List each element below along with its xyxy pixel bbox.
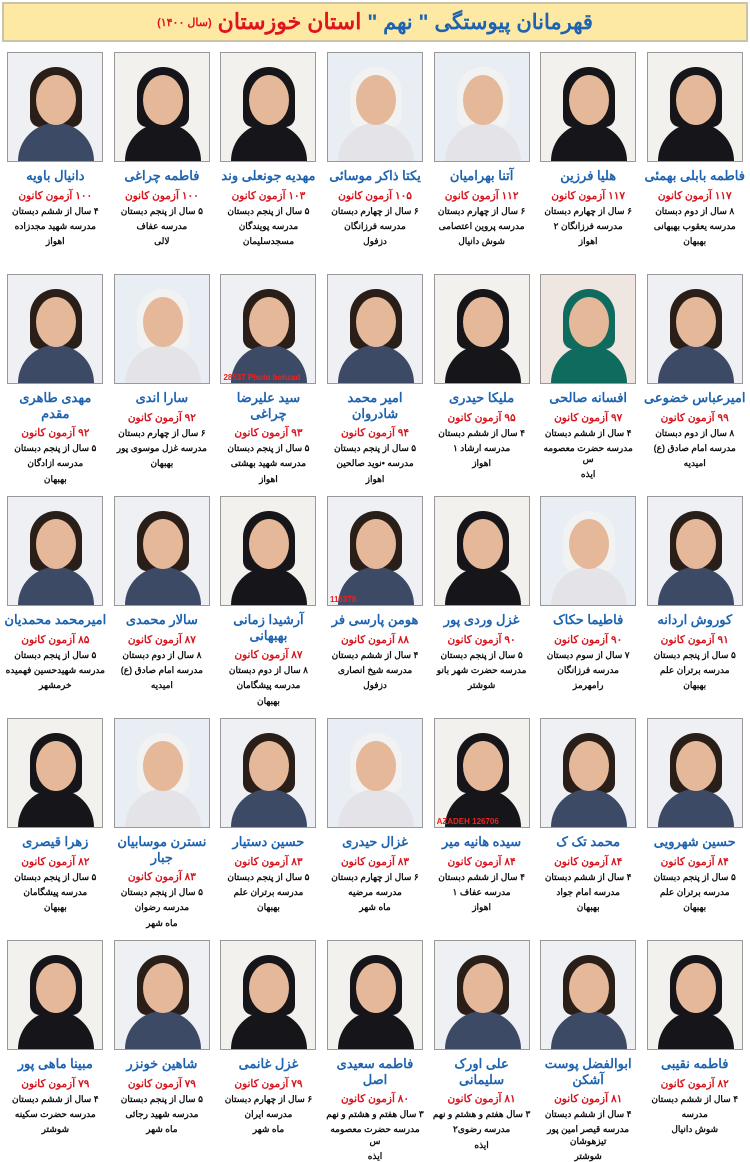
title-grade: " نهم " xyxy=(367,10,429,34)
school-name: مدرسه شهید بهشتی xyxy=(230,458,307,469)
student-card xyxy=(641,936,748,1158)
student-photo xyxy=(647,52,743,162)
student-photo xyxy=(647,496,743,606)
student-card xyxy=(215,936,322,1158)
title-year: (سال ۱۴۰۰) xyxy=(157,16,212,29)
student-card xyxy=(322,48,429,270)
student-name: ملیکا حیدری xyxy=(448,390,515,405)
city-name: بهبهان xyxy=(683,902,707,913)
student-name: ابوالفضل پوست آشکن xyxy=(544,1056,632,1087)
student-name: حسین شهرویی xyxy=(653,834,736,849)
student-photo xyxy=(220,940,316,1050)
student-name: محمد تک ک xyxy=(556,834,621,849)
student-card xyxy=(428,48,535,270)
city-name: اهواز xyxy=(472,458,491,469)
exam-count: ۱۰۵ آزمون کانون xyxy=(338,189,412,202)
exam-count: ۱۰۳ آزمون کانون xyxy=(231,189,306,202)
student-name: مبینا ماهی پور xyxy=(17,1056,93,1071)
student-name: آتنا بهرامیان xyxy=(449,168,514,183)
exam-count: ۹۴ آزمون کانون xyxy=(340,427,410,440)
grade-years: ۴ سال از ششم دبستان xyxy=(544,871,632,882)
grade-years: ۵ سال از پنجم دبستان xyxy=(440,649,523,660)
city-name: بهبهان xyxy=(150,458,174,469)
grade-years: ۶ سال از چهارم دبستان xyxy=(118,427,206,438)
student-name: یکتا ذاکر موسائی xyxy=(329,168,421,183)
grade-years: ۶ سال از چهارم دبستان xyxy=(331,871,419,882)
student-photo xyxy=(7,940,103,1050)
student-card xyxy=(428,936,535,1158)
student-card xyxy=(641,48,748,270)
grade-years: ۷ سال از سوم دبستان xyxy=(546,649,630,660)
city-name: شوشتر xyxy=(467,680,496,691)
student-name: کوروش اردانه xyxy=(657,612,733,627)
grade-years: ۵ سال از پنجم دبستان xyxy=(653,871,736,882)
student-name: هلیا فرزین xyxy=(560,168,617,183)
grade-years: ۴ سال از ششم دبستان xyxy=(11,1093,99,1104)
school-name: مدرسه امام صادق (ع) xyxy=(653,442,736,453)
student-card xyxy=(2,492,109,714)
school-name: مدرسه عفاف xyxy=(136,220,188,231)
grade-years: ۳ سال هفتم و هشتم و نهم xyxy=(326,1109,424,1120)
school-name: مدرسه برتران علم xyxy=(659,664,730,675)
grade-years: ۴ سال از ششم دبستان xyxy=(544,427,632,438)
school-name: مدرسه امام جواد xyxy=(556,886,620,897)
school-name: مدرسه حضرت معصومه س xyxy=(330,1124,420,1146)
student-card xyxy=(109,936,216,1158)
city-name: بهبهان xyxy=(576,902,600,913)
students-grid xyxy=(2,48,748,1161)
school-name: مدرسه پیشگامان xyxy=(236,680,301,691)
student-card xyxy=(109,714,216,936)
student-card xyxy=(109,48,216,270)
student-card xyxy=(215,270,322,492)
city-name: شوشتر xyxy=(574,1150,602,1161)
city-name: اهواز xyxy=(578,236,598,247)
student-photo xyxy=(220,52,316,162)
student-photo xyxy=(647,940,743,1050)
exam-count: ۹۹ آزمون کانون xyxy=(660,411,729,424)
grade-years: ۸ سال از دوم دبستان xyxy=(228,665,308,676)
student-card xyxy=(2,714,109,936)
grade-years: ۸ سال از دوم دبستان xyxy=(655,205,735,216)
student-photo xyxy=(114,940,210,1050)
student-photo xyxy=(434,496,530,606)
exam-count: ۹۰ آزمون کانون xyxy=(554,633,623,646)
exam-count: ۸۴ آزمون کانون xyxy=(660,855,729,868)
student-name: فاطمه بابلی بهمئی xyxy=(644,168,745,183)
exam-count: ۸۴ آزمون کانون xyxy=(447,855,516,868)
grade-years: ۴ سال از ششم دبستان xyxy=(331,649,419,660)
student-name: سارا اندی xyxy=(135,390,189,405)
student-photo xyxy=(540,718,636,828)
grade-years: ۶ سال از چهارم دبستان xyxy=(331,205,419,216)
exam-count: ۸۳ آزمون کانون xyxy=(340,855,410,868)
student-photo xyxy=(114,52,210,162)
school-name: مدرسه رضوان xyxy=(134,902,190,913)
city-name: دزفول xyxy=(363,236,387,247)
student-card xyxy=(109,492,216,714)
grade-years: ۴ سال از ششم دبستان xyxy=(438,871,525,882)
school-name: مدرسه برتران علم xyxy=(233,886,304,897)
exam-count: ۱۰۰ آزمون کانون xyxy=(18,189,93,202)
student-photo xyxy=(220,496,316,606)
grade-years: ۵ سال از پنجم دبستان xyxy=(227,871,310,882)
grade-years: ۶ سال از چهارم دبستان xyxy=(544,205,632,216)
student-name: فاطمه سعیدی اصل xyxy=(336,1056,414,1087)
grade-years: ۴ سال از ششم دبستان xyxy=(11,205,99,216)
city-name: خرمشهر xyxy=(39,680,72,691)
exam-count: ۹۲ آزمون کانون xyxy=(127,411,196,424)
student-name: امیرعباس خضوعی xyxy=(644,390,746,405)
city-name: ماه شهر xyxy=(359,902,391,913)
exam-count: ۹۱ آزمون کانون xyxy=(660,633,729,646)
exam-count: ۷۹ آزمون کانون xyxy=(21,1077,90,1090)
student-name: غزل غانمی xyxy=(238,1056,299,1071)
student-name: مهدی طاهری مقدم xyxy=(19,390,92,421)
student-name: فاطمه چراغی xyxy=(124,168,200,183)
student-photo xyxy=(7,496,103,606)
city-name: شوش دانیال xyxy=(671,1124,719,1135)
student-card xyxy=(109,270,216,492)
city-name: ایذه xyxy=(367,1150,383,1161)
student-card xyxy=(322,714,429,936)
student-photo xyxy=(327,496,423,606)
city-name: بهبهان xyxy=(683,236,707,247)
student-card xyxy=(215,48,322,270)
student-name: افسانه صالحی xyxy=(549,390,628,405)
student-photo xyxy=(327,718,423,828)
school-name: مدرسه غزل موسوی پور xyxy=(116,442,207,453)
student-card xyxy=(535,270,642,492)
grade-years: ۵ سال از پنجم دبستان xyxy=(14,443,97,454)
city-name: اهواز xyxy=(45,236,65,247)
title-champions: قهرمانان پیوستگی xyxy=(434,10,593,34)
school-name: مدرسه حضرت معصومه س xyxy=(543,442,633,465)
school-name: مدرسه ایران xyxy=(244,1108,293,1119)
student-name: سیده هانیه میر xyxy=(442,834,522,849)
grade-years: ۶ سال از چهارم دبستان xyxy=(224,1093,313,1104)
city-name: ماه شهر xyxy=(146,1124,178,1135)
student-card xyxy=(322,270,429,492)
city-name: بهبهان xyxy=(683,680,707,691)
student-photo xyxy=(647,274,743,384)
student-card xyxy=(535,936,642,1161)
student-photo xyxy=(434,274,530,384)
title-province: استان خوزستان xyxy=(217,9,362,34)
grade-years: ۵ سال از پنجم دبستان xyxy=(120,205,203,216)
exam-count: ۷۹ آزمون کانون xyxy=(127,1077,196,1090)
city-name: شوشتر xyxy=(41,1124,70,1135)
city-name: ماه شهر xyxy=(146,917,178,928)
city-name: بهبهان xyxy=(257,902,280,913)
school-name: مدرسه فرزانگان ۲ xyxy=(553,220,623,231)
student-card xyxy=(535,492,642,714)
grade-years: ۵ سال از پنجم دبستان xyxy=(14,871,97,882)
student-card xyxy=(322,492,429,714)
city-name: مسجدسلیمان xyxy=(242,236,295,247)
school-name: مدرسه شیخ انصاری xyxy=(337,664,413,675)
school-name: مدرسه پویندگان xyxy=(238,220,299,231)
student-name: سید علیرضا چراغی xyxy=(236,390,301,421)
exam-count: ۸۷ آزمون کانون xyxy=(234,649,303,662)
exam-count: ۸۰ آزمون کانون xyxy=(340,1093,410,1106)
grade-years: ۵ سال از پنجم دبستان xyxy=(14,649,97,660)
student-card xyxy=(215,492,322,714)
school-name: مدرسه پروین اعتصامی xyxy=(438,220,525,231)
city-name: لالی xyxy=(154,236,170,247)
student-photo xyxy=(114,274,210,384)
student-card xyxy=(428,714,535,936)
student-name: هومن پارسی فر xyxy=(331,612,419,627)
exam-count: ۱۱۷ آزمون کانون xyxy=(551,189,626,202)
school-name: مدرسه مرضیه xyxy=(348,886,402,897)
student-photo xyxy=(220,718,316,828)
student-card xyxy=(322,936,429,1161)
city-name: ایذه xyxy=(474,1139,489,1150)
city-name: شوش دانیال xyxy=(458,236,505,247)
student-name: امیر محمد شادروان xyxy=(347,390,403,421)
student-name: نسترن موسابیان جبار xyxy=(117,834,207,865)
student-photo xyxy=(327,940,423,1050)
student-name: غزل وردی پور xyxy=(443,612,520,627)
exam-count: ۸۵ آزمون کانون xyxy=(21,633,90,646)
school-name: مدرسه پیشگامان xyxy=(23,886,88,897)
exam-count: ۸۲ آزمون کانون xyxy=(660,1077,729,1090)
student-card xyxy=(641,492,748,714)
grade-years: ۴ سال از ششم دبستان xyxy=(651,1093,739,1104)
grade-years: ۸ سال از دوم دبستان xyxy=(655,427,735,438)
page-header xyxy=(2,2,748,42)
student-name: شاهین خونزر xyxy=(126,1056,198,1071)
city-name: بهبهان xyxy=(257,695,280,706)
exam-count: ۹۷ آزمون کانون xyxy=(554,411,623,424)
student-card xyxy=(641,270,748,492)
city-name: اهواز xyxy=(259,473,278,484)
city-name: بهبهان xyxy=(43,902,67,913)
school-name: مدرسه حضرت سکینه xyxy=(14,1108,96,1119)
grade-years: ۴ سال از ششم دبستان xyxy=(544,1109,632,1120)
school-name: مدرسه قیصر امین پور تیزهوشان xyxy=(547,1124,630,1146)
student-card xyxy=(535,714,642,936)
school-name: مدرسه •نوید صالحین xyxy=(336,458,414,469)
student-card xyxy=(2,48,109,270)
grade-years: ۵ سال از پنجم دبستان xyxy=(227,443,310,454)
grade-years: ۸ سال از دوم دبستان xyxy=(122,649,202,660)
exam-count: ۸۱ آزمون کانون xyxy=(447,1093,516,1106)
school-name: مدرسه فرزانگان xyxy=(344,220,406,231)
city-name: بهبهان xyxy=(43,473,67,484)
student-photo xyxy=(434,940,530,1050)
photo-caption: 28537 Photo behzad xyxy=(223,373,301,382)
school-name: مدرسه ازادگان xyxy=(27,458,84,469)
student-photo xyxy=(540,940,636,1050)
grade-years: ۴ سال از ششم دبستان xyxy=(438,427,525,438)
school-name: مدرسه رضوی۲ xyxy=(452,1124,511,1135)
student-photo xyxy=(220,274,316,384)
grade-years: ۵ سال از پنجم دبستان xyxy=(333,443,417,454)
grade-years: ۵ سال از پنجم دبستان xyxy=(120,887,203,898)
student-photo xyxy=(434,718,530,828)
student-photo xyxy=(7,274,103,384)
student-name: امیرمحمد محمدیان xyxy=(4,612,107,627)
exam-count: ۸۱ آزمون کانون xyxy=(554,1093,623,1106)
city-name: اهواز xyxy=(472,902,491,913)
student-photo xyxy=(114,496,210,606)
student-name: غزال حیدری xyxy=(342,834,408,849)
student-name: دانیال باویه xyxy=(26,168,85,183)
school-name: مدرسه یعقوب بهبهانی xyxy=(653,220,736,231)
exam-count: ۹۰ آزمون کانون xyxy=(447,633,516,646)
exam-count: ۹۳ آزمون کانون xyxy=(234,427,303,440)
exam-count: ۹۲ آزمون کانون xyxy=(21,427,90,440)
exam-count: ۷۹ آزمون کانون xyxy=(234,1077,303,1090)
exam-count: ۱۱۲ آزمون کانون xyxy=(444,189,519,202)
student-card xyxy=(2,270,109,492)
school-name: مدرسه شهید مجدزاده xyxy=(14,220,96,231)
school-name: مدرسه شهید رجائی xyxy=(125,1108,199,1119)
student-photo xyxy=(540,496,636,606)
city-name: دزفول xyxy=(363,680,387,691)
grade-years: ۳ سال هفتم و هشتم و نهم xyxy=(432,1109,531,1120)
photo-caption: AZADEH 126706 xyxy=(436,817,499,826)
student-photo xyxy=(647,718,743,828)
student-name: سالار محمدی xyxy=(125,612,198,627)
exam-count: ۹۵ آزمون کانون xyxy=(447,411,516,424)
student-card xyxy=(428,492,535,714)
school-name: مدرسه عفاف ۱ xyxy=(452,886,511,897)
city-name: رامهرمز xyxy=(572,680,604,691)
exam-count: ۸۲ آزمون کانون xyxy=(21,855,90,868)
student-card xyxy=(641,714,748,936)
student-name: فاطمه نقیبی xyxy=(660,1056,729,1071)
city-name: اهواز xyxy=(365,473,385,484)
student-photo xyxy=(7,718,103,828)
student-name: فاطیما حکاک xyxy=(552,612,624,627)
exam-count: ۸۷ آزمون کانون xyxy=(127,633,196,646)
exam-count: ۸۳ آزمون کانون xyxy=(127,871,196,884)
school-name: مدرسه حضرت شهر بانو xyxy=(436,664,527,675)
student-photo xyxy=(114,718,210,828)
photo-caption: 116378 xyxy=(330,595,357,604)
student-name: علی اورک سلیمانی xyxy=(454,1056,509,1087)
student-name: زهرا قیصری xyxy=(22,834,89,849)
school-name: مدرسه فرزانگان xyxy=(557,664,619,675)
exam-count: ۸۸ آزمون کانون xyxy=(340,633,410,646)
student-card xyxy=(428,270,535,492)
grade-years: ۵ سال از پنجم دبستان xyxy=(653,649,736,660)
school-name: مدرسه برتران علم xyxy=(659,886,730,897)
school-name: مدرسه شهیدحسین فهمیده xyxy=(5,664,105,675)
exam-count: ۸۳ آزمون کانون xyxy=(234,855,303,868)
student-card xyxy=(535,48,642,270)
city-name: ایذه xyxy=(580,469,596,480)
student-photo xyxy=(540,274,636,384)
exam-count: ۸۴ آزمون کانون xyxy=(554,855,623,868)
city-name: امیدیه xyxy=(683,458,706,469)
exam-count: ۱۱۷ آزمون کانون xyxy=(657,189,732,202)
school-name: مدرسه امام صادق (ع) xyxy=(120,664,203,675)
city-name: امیدیه xyxy=(150,680,173,691)
student-photo xyxy=(540,52,636,162)
student-name: آرشیدا زمانی بهبهانی xyxy=(233,612,304,643)
student-photo xyxy=(7,52,103,162)
grade-years: ۵ سال از پنجم دبستان xyxy=(227,205,310,216)
grade-years: ۵ سال از پنجم دبستان xyxy=(120,1093,203,1104)
student-photo xyxy=(434,52,530,162)
student-photo xyxy=(327,52,423,162)
exam-count: ۱۰۰ آزمون کانون xyxy=(124,189,199,202)
student-card xyxy=(2,936,109,1158)
city-name: ماه شهر xyxy=(252,1124,285,1135)
student-photo xyxy=(327,274,423,384)
school-name: مدرسه xyxy=(681,1108,708,1119)
student-name: مهدیه جونعلی وند xyxy=(221,168,316,183)
student-card xyxy=(215,714,322,936)
school-name: مدرسه ارشاد ۱ xyxy=(452,442,511,453)
grade-years: ۶ سال از چهارم دبستان xyxy=(437,205,526,216)
student-name: حسین دستیار xyxy=(232,834,305,849)
